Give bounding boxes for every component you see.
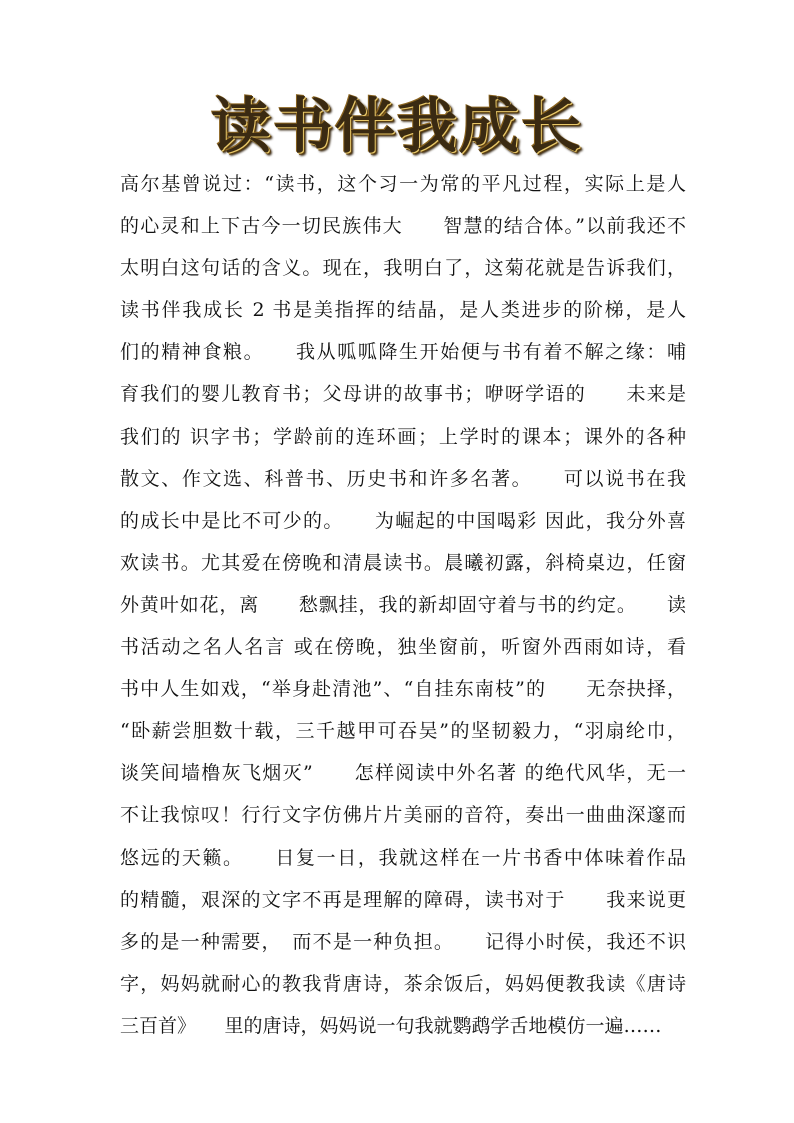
text-line: 三百首》 里的唐诗，妈妈说一句我就鹦鹉学舌地模仿一遍……	[120, 1014, 662, 1037]
text-line: 读书伴我成长 2 书是美指挥的结晶，是人类进步的阶梯，是人	[120, 299, 686, 322]
text-line: 多的是一种需要， 而不是一种负担。 记得小时侯，我还不识	[120, 930, 686, 953]
text-line: 高尔基曾说过：“读书，这个习一为常的平凡过程，实际上是人	[120, 173, 686, 195]
text-line: 的心灵和上下古今一切民族伟大 智慧的结合体。”以前我还不	[120, 215, 686, 238]
text-line: 育我们的婴儿教育书；父母讲的故事书；咿呀学语的 未来是	[120, 383, 686, 406]
text-line: 散文、作文选、科普书、历史书和许多名著。 可以说书在我	[120, 467, 686, 490]
text-line: “卧薪尝胆数十载，三千越甲可吞吴”的坚韧毅力，“羽扇纶巾，	[120, 720, 686, 743]
text-line: 书活动之名人名言 或在傍晚，独坐窗前，听窗外西雨如诗，看	[120, 636, 686, 659]
text-line: 我们的 识字书；学龄前的连环画；上学时的课本；课外的各种	[120, 425, 686, 448]
text-line: 的成长中是比不可少的。 为崛起的中国喝彩 因此，我分外喜	[120, 509, 686, 532]
text-line: 太明白这句话的含义。现在，我明白了，这菊花就是告诉我们，	[120, 257, 686, 280]
text-line: 的精髓，艰深的文字不再是理解的障碍，读书对于 我来说更	[120, 888, 686, 911]
document-body	[120, 163, 686, 1047]
document-title: 读书伴我成长	[211, 92, 583, 162]
text-line: 字，妈妈就耐心的教我背唐诗，茶余饭后，妈妈便教我读《唐诗	[120, 972, 686, 995]
text-line: 不让我惊叹！行行文字仿佛片片美丽的音符，奏出一曲曲深邃而	[120, 804, 686, 827]
text-line: 欢读书。尤其爱在傍晚和清晨读书。晨曦初露，斜椅桌边，任窗	[120, 551, 686, 574]
text-line: 谈笑间墙橹灰飞烟灭” 怎样阅读中外名著 的绝代风华，无一	[120, 762, 686, 785]
text-line: 外黄叶如花，离 愁飘挂，我的新却固守着与书的约定。 读	[120, 593, 686, 616]
text-line: 们的精神食粮。 我从呱呱降生开始便与书有着不解之缘：哺	[120, 341, 686, 364]
text-line: 悠远的天籁。 日复一日，我就这样在一片书香中体味着作品	[120, 846, 686, 869]
text-line: 书中人生如戏，“举身赴清池”、“自挂东南枝”的 无奈抉择，	[120, 678, 686, 701]
